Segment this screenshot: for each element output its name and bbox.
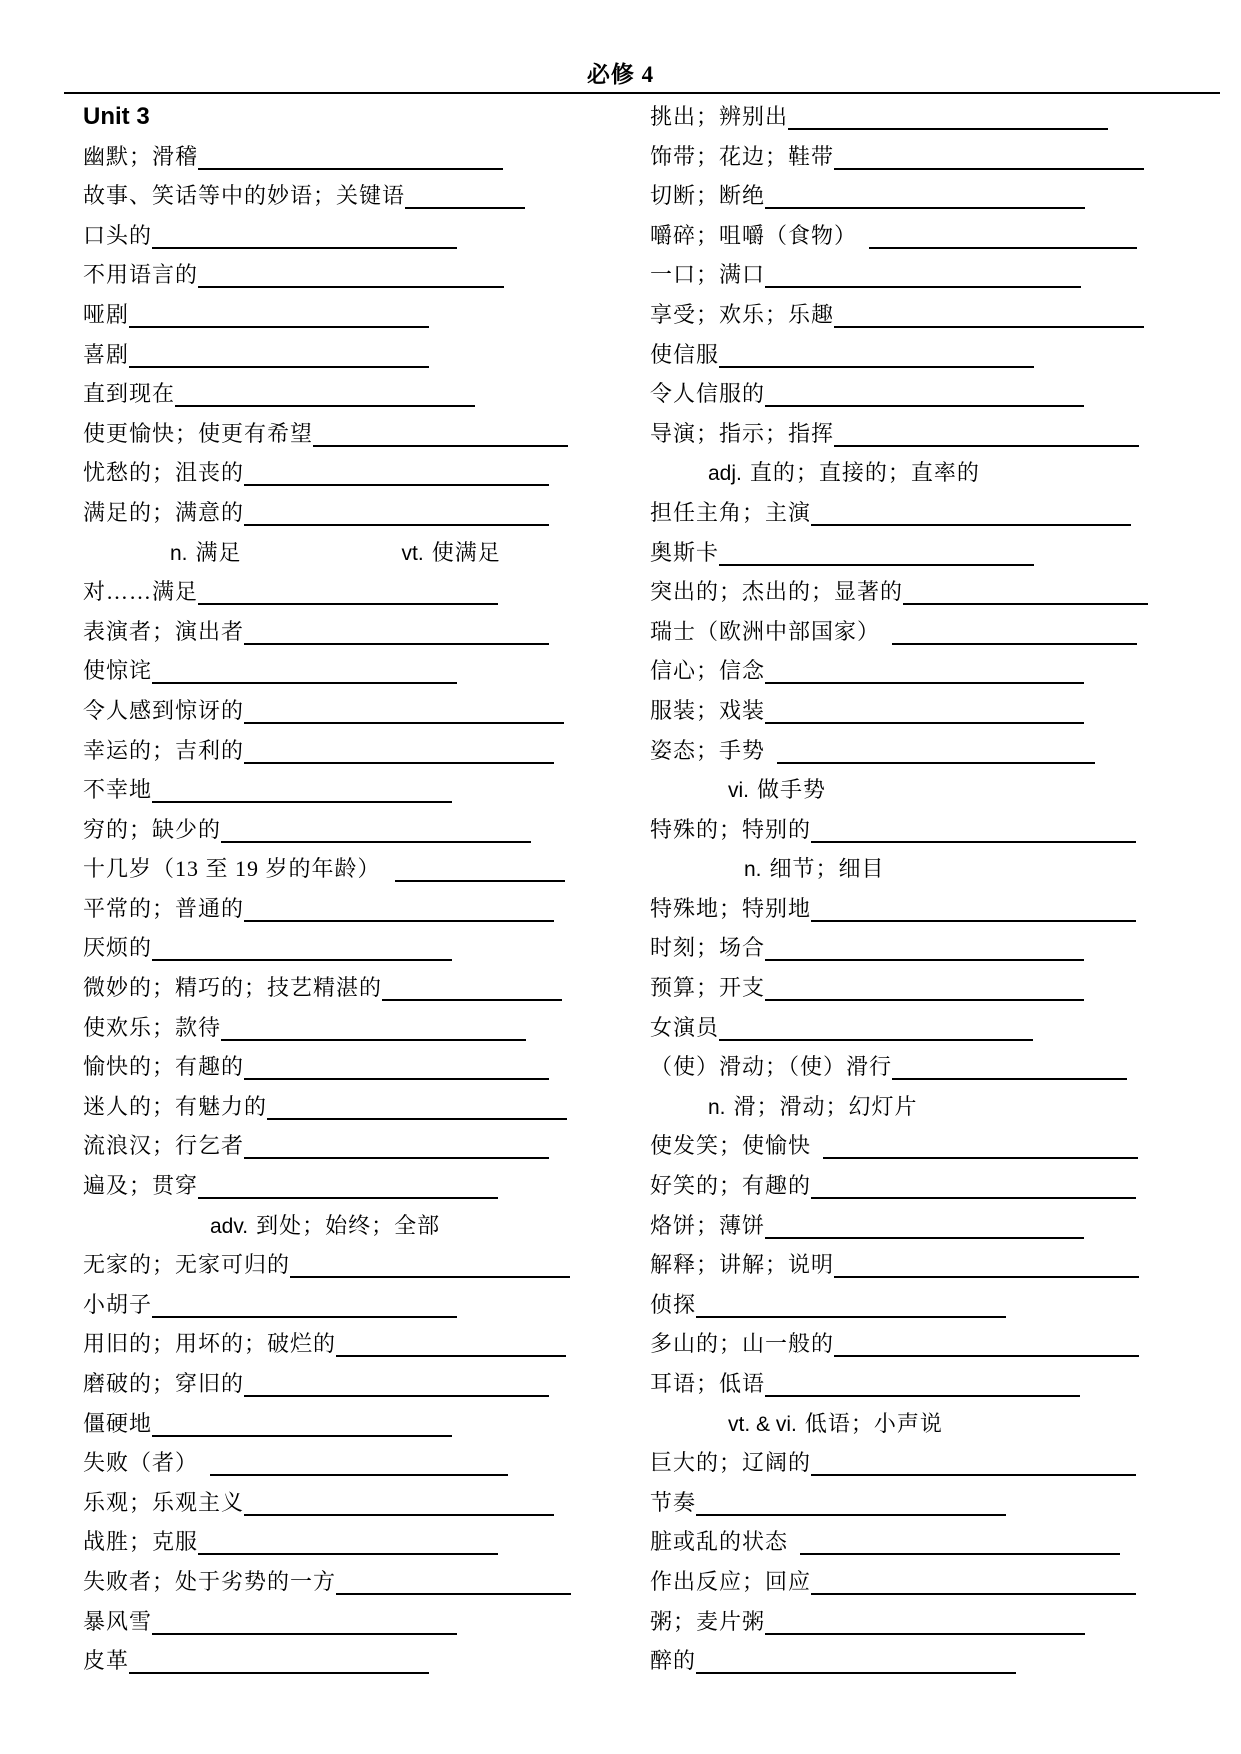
vocab-label: 服装；戏装 [650, 697, 766, 723]
vocab-line [83, 137, 650, 177]
vocab-label: 耳语；低语 [650, 1371, 766, 1396]
vocab-label: 使满足 [431, 539, 501, 565]
answer-blank [129, 366, 429, 368]
vocab-label: 一口；满口 [650, 262, 766, 288]
indent-spacer [83, 559, 170, 560]
indent-spacer [650, 796, 728, 797]
vocab-line [83, 1047, 650, 1087]
answer-blank [869, 247, 1137, 249]
vocab-line [650, 572, 1180, 612]
vocab-label: 满足 [195, 539, 242, 565]
vocab-line [83, 731, 650, 771]
grammar-abbr: vt. [401, 541, 424, 565]
answer-blank [892, 1078, 1127, 1080]
vocab-label: 奥斯卡 [650, 539, 720, 565]
vocab-line [83, 533, 650, 573]
grammar-abbr: n. [708, 1095, 726, 1119]
vocab-line [650, 1245, 1180, 1285]
vocab-line [650, 1324, 1180, 1364]
answer-blank [834, 168, 1144, 170]
answer-blank [152, 1316, 457, 1318]
vocab-line [650, 612, 1180, 652]
answer-blank [198, 1553, 498, 1555]
vocab-line [650, 1047, 1180, 1087]
vocab-line [83, 1641, 650, 1681]
answer-blank [129, 326, 429, 328]
answer-blank [210, 1474, 508, 1476]
vocab-label: 小胡子 [83, 1291, 153, 1317]
vocab-label: 脏或乱的状态 [650, 1529, 789, 1555]
vocab-label: 滑；滑动；幻灯片 [733, 1093, 918, 1119]
answer-blank [777, 762, 1095, 764]
grammar-abbr: vt. & vi. [728, 1412, 797, 1436]
grammar-abbr: n. [170, 541, 188, 565]
answer-blank [765, 1633, 1085, 1635]
answer-blank [811, 524, 1131, 526]
vocab-label: 遍及；贯穿 [83, 1173, 199, 1199]
vocab-label: 使惊诧 [83, 658, 153, 684]
vocab-line [650, 1008, 1180, 1048]
vocab-line [650, 770, 1180, 810]
vocab-label: 不用语言的 [83, 262, 199, 288]
vocab-label: 时刻；场合 [650, 935, 766, 961]
pre-blank-spacer [765, 757, 777, 758]
section-title: Unit 3 [83, 103, 150, 130]
vocab-line [83, 1443, 650, 1483]
answer-blank [903, 603, 1148, 605]
pre-blank-spacer [381, 875, 395, 876]
answer-blank [244, 643, 549, 645]
vocab-label: 预算；开支 [650, 975, 766, 1001]
vocab-label: 微妙的；精巧的；技艺精湛的 [83, 975, 383, 1001]
answer-blank [152, 1633, 457, 1635]
answer-blank [129, 1672, 429, 1674]
answer-blank [765, 1237, 1084, 1239]
answer-blank [290, 1276, 570, 1278]
vocab-label: 信心；信念 [650, 658, 766, 684]
grammar-abbr: n. [744, 858, 762, 882]
vocab-label: 僵硬地 [83, 1410, 153, 1436]
answer-blank [175, 405, 475, 407]
vocab-line [83, 770, 650, 810]
pre-blank-spacer [811, 1152, 823, 1153]
vocab-line [650, 137, 1180, 177]
vocab-line [83, 453, 650, 493]
answer-blank [267, 1118, 567, 1120]
answer-blank [765, 1395, 1080, 1397]
answer-blank [244, 484, 549, 486]
vocab-line [650, 651, 1180, 691]
vocab-label: 厌烦的 [83, 935, 153, 961]
answer-blank [244, 1078, 549, 1080]
vocab-label: 平常的；普通的 [83, 895, 245, 921]
vocab-line [650, 1641, 1180, 1681]
indent-spacer [650, 1113, 708, 1114]
vocab-label: 令人信服的 [650, 381, 766, 407]
vocab-line [83, 1522, 650, 1562]
vocab-line [83, 176, 650, 216]
answer-blank [198, 603, 498, 605]
answer-blank [719, 366, 1034, 368]
vocab-label: 对……满足 [83, 579, 199, 605]
vocab-line [83, 1285, 650, 1325]
vocab-label: 哑剧 [83, 301, 130, 327]
answer-blank [198, 168, 503, 170]
answer-blank [834, 1355, 1139, 1357]
vocab-line [83, 1324, 650, 1364]
indent-spacer [83, 1232, 210, 1233]
vocab-line [650, 1364, 1180, 1404]
grammar-abbr: adv. [210, 1214, 249, 1238]
answer-blank [719, 1039, 1033, 1041]
vocab-label: 忧愁的；沮丧的 [83, 460, 245, 486]
vocab-line [650, 1087, 1180, 1127]
vocab-label: 侦探 [650, 1291, 697, 1317]
vocab-line [650, 414, 1180, 454]
answer-blank [811, 1474, 1136, 1476]
vocab-label: 皮革 [83, 1648, 130, 1674]
grammar-abbr: vi. [728, 779, 749, 803]
vocab-line [650, 295, 1180, 335]
indent-spacer [650, 875, 744, 876]
answer-blank [244, 1514, 554, 1516]
vocab-line [650, 1522, 1180, 1562]
vocab-label: 乐观；乐观主义 [83, 1489, 245, 1515]
pre-blank-spacer [857, 242, 869, 243]
vocab-label: 切断；断绝 [650, 183, 766, 209]
answer-blank [719, 564, 1034, 566]
answer-blank [765, 286, 1081, 288]
answer-blank [811, 920, 1136, 922]
vocab-line [83, 1562, 650, 1602]
pre-blank-spacer [198, 1469, 210, 1470]
vocab-label: 低语；小声说 [804, 1410, 943, 1436]
answer-blank [892, 643, 1137, 645]
vocab-line [83, 1602, 650, 1642]
answer-blank [152, 801, 452, 803]
vocab-label: 口头的 [83, 222, 153, 248]
answer-blank [221, 841, 531, 843]
answer-blank [405, 207, 525, 209]
vocab-label: 嚼碎；咀嚼（食物） [650, 222, 858, 248]
vocab-label: 瑞士（欧洲中部国家） [650, 618, 881, 644]
answer-blank [788, 128, 1108, 130]
vocab-line [650, 691, 1180, 731]
vocab-line [83, 612, 650, 652]
vocab-label: 做手势 [757, 777, 827, 803]
vocab-line [650, 374, 1180, 414]
answer-blank [198, 1197, 498, 1199]
vocab-label: 流浪汉；行乞者 [83, 1133, 245, 1159]
vocab-line [83, 810, 650, 850]
vocab-label: 使欢乐；款待 [83, 1014, 222, 1040]
vocab-line [83, 216, 650, 256]
vocab-line [83, 1364, 650, 1404]
answer-blank [152, 959, 452, 961]
vocab-label: 巨大的；辽阔的 [650, 1450, 812, 1476]
vocab-label: 解释；讲解；说明 [650, 1252, 835, 1278]
vocab-label: 穷的；缺少的 [83, 816, 222, 842]
vocab-label: 女演员 [650, 1014, 720, 1040]
answer-blank [823, 1157, 1138, 1159]
answer-blank [244, 1157, 549, 1159]
header-divider [64, 92, 1220, 94]
vocab-line [83, 1166, 650, 1206]
vocab-line [83, 1008, 650, 1048]
vocab-label: 多山的；山一般的 [650, 1331, 835, 1357]
vocab-line [650, 176, 1180, 216]
vocab-label: 醉的 [650, 1648, 697, 1674]
unit-title-row [83, 97, 650, 137]
vocab-line [650, 928, 1180, 968]
answer-blank [152, 247, 457, 249]
vocab-label: 特殊地；特别地 [650, 895, 812, 921]
vocab-label: 用旧的；用坏的；破烂的 [83, 1331, 337, 1357]
answer-blank [811, 1197, 1136, 1199]
answer-blank [834, 326, 1144, 328]
vocab-line [650, 1126, 1180, 1166]
vocab-line [83, 1404, 650, 1444]
vocab-label: 令人感到惊讶的 [83, 697, 245, 723]
vocab-line [650, 493, 1180, 533]
vocab-line [650, 453, 1180, 493]
answer-blank [811, 841, 1136, 843]
answer-blank [696, 1672, 1016, 1674]
vocab-line [83, 335, 650, 375]
vocab-line [650, 1285, 1180, 1325]
vocab-label: 挑出；辨别出 [650, 104, 789, 129]
answer-blank [765, 682, 1084, 684]
vocab-line [83, 651, 650, 691]
vocab-label: 饰带；花边；鞋带 [650, 143, 835, 169]
answer-blank [244, 1395, 549, 1397]
vocab-label: 磨破的；穿旧的 [83, 1371, 245, 1396]
vocab-label: 导演；指示；指挥 [650, 420, 835, 446]
vocab-label: 细节；细目 [769, 856, 885, 882]
vocab-label: 粥；麦片粥 [650, 1608, 766, 1634]
answer-blank [382, 999, 562, 1001]
vocab-line [650, 335, 1180, 375]
answer-blank [244, 920, 554, 922]
vocab-label: 不幸地 [83, 777, 153, 803]
pre-blank-spacer [880, 638, 892, 639]
answer-blank [696, 1316, 1006, 1318]
answer-blank [834, 445, 1139, 447]
grammar-abbr: adj. [708, 462, 742, 486]
vocab-label: 使更愉快；使更有希望 [83, 420, 314, 446]
vocab-line [83, 572, 650, 612]
answer-blank [765, 405, 1084, 407]
vocab-line [650, 810, 1180, 850]
answer-blank [395, 880, 565, 882]
vocab-line [650, 731, 1180, 771]
vocab-label: （使）滑动；（使）滑行 [650, 1054, 893, 1080]
answer-blank [244, 722, 564, 724]
answer-blank [244, 762, 554, 764]
vocab-line [650, 1483, 1180, 1523]
vocab-line [83, 968, 650, 1008]
vocab-line [83, 1206, 650, 1246]
vocab-line [83, 255, 650, 295]
vocab-columns [83, 97, 1180, 1681]
answer-blank [696, 1514, 1006, 1516]
vocab-label: 好笑的；有趣的 [650, 1173, 812, 1199]
answer-blank [244, 524, 549, 526]
vocab-line [83, 414, 650, 454]
vocab-label: 作出反应；回应 [650, 1568, 812, 1594]
vocab-label: 愉快的；有趣的 [83, 1054, 245, 1080]
vocab-line [83, 295, 650, 335]
vocab-label: 幽默；滑稽 [83, 143, 199, 169]
vocab-label: 直的；直接的；直率的 [749, 460, 980, 486]
vocab-label: 直到现在 [83, 381, 176, 407]
answer-blank [221, 1039, 526, 1041]
vocab-line [650, 255, 1180, 295]
vocab-line [83, 1245, 650, 1285]
answer-blank [834, 1276, 1139, 1278]
vocab-label: 到处；始终；全部 [256, 1212, 441, 1238]
vocab-label: 战胜；克服 [83, 1529, 199, 1555]
vocab-line [650, 216, 1180, 256]
vocab-label: 使发笑；使愉快 [650, 1133, 812, 1159]
vocab-label: 暴风雪 [83, 1608, 153, 1634]
vocab-label: 迷人的；有魅力的 [83, 1093, 268, 1119]
vocab-label: 故事、笑话等中的妙语；关键语 [83, 183, 406, 209]
vocab-line [650, 533, 1180, 573]
vocab-line [650, 1443, 1180, 1483]
vocab-line [650, 1602, 1180, 1642]
mid-line-spacer [242, 559, 402, 560]
answer-blank [811, 1593, 1136, 1595]
vocab-label: 烙饼；薄饼 [650, 1212, 766, 1238]
vocab-label: 失败（者） [83, 1450, 199, 1476]
vocab-line [83, 493, 650, 533]
vocab-label: 无家的；无家可归的 [83, 1252, 291, 1278]
answer-blank [765, 207, 1085, 209]
vocab-label: 享受；欢乐；乐趣 [650, 301, 835, 327]
vocab-label: 喜剧 [83, 341, 130, 367]
vocab-label: 突出的；杰出的；显著的 [650, 579, 904, 605]
vocab-label: 满足的；满意的 [83, 499, 245, 525]
vocab-line [650, 1562, 1180, 1602]
vocab-label: 节奏 [650, 1489, 697, 1515]
answer-blank [152, 1435, 452, 1437]
vocab-line [650, 1404, 1180, 1444]
answer-blank [800, 1553, 1120, 1555]
answer-blank [765, 999, 1084, 1001]
vocab-line [650, 849, 1180, 889]
vocab-line [650, 1166, 1180, 1206]
vocab-label: 特殊的；特别的 [650, 816, 812, 842]
pre-blank-spacer [788, 1548, 800, 1549]
answer-blank [765, 722, 1084, 724]
vocab-line [83, 849, 650, 889]
answer-blank [313, 445, 568, 447]
vocab-label: 担任主角；主演 [650, 499, 812, 525]
indent-spacer [650, 1430, 728, 1431]
vocab-line [83, 691, 650, 731]
vocab-line [650, 1206, 1180, 1246]
vocab-column-left [83, 97, 650, 1681]
vocab-label: 使信服 [650, 341, 720, 367]
vocab-line [83, 889, 650, 929]
vocab-label: 幸运的；吉利的 [83, 737, 245, 763]
vocab-line [83, 1483, 650, 1523]
vocab-line [650, 968, 1180, 1008]
answer-blank [765, 959, 1084, 961]
vocab-line [83, 374, 650, 414]
vocab-line [83, 1126, 650, 1166]
indent-spacer [650, 479, 708, 480]
answer-blank [336, 1593, 571, 1595]
vocab-line [650, 889, 1180, 929]
answer-blank [152, 682, 457, 684]
vocab-label: 表演者；演出者 [83, 618, 245, 644]
answer-blank [198, 286, 504, 288]
vocab-label: 十几岁（13 至 19 岁的年龄） [83, 856, 381, 882]
answer-blank [336, 1355, 566, 1357]
vocab-column-right [650, 97, 1180, 1681]
page-header-title: 必修 4 [586, 62, 655, 87]
vocab-label: 失败者；处于劣势的一方 [83, 1568, 337, 1594]
vocab-line [83, 1087, 650, 1127]
vocab-label: 姿态；手势 [650, 737, 766, 763]
vocab-line [83, 928, 650, 968]
vocab-line [650, 97, 1180, 137]
